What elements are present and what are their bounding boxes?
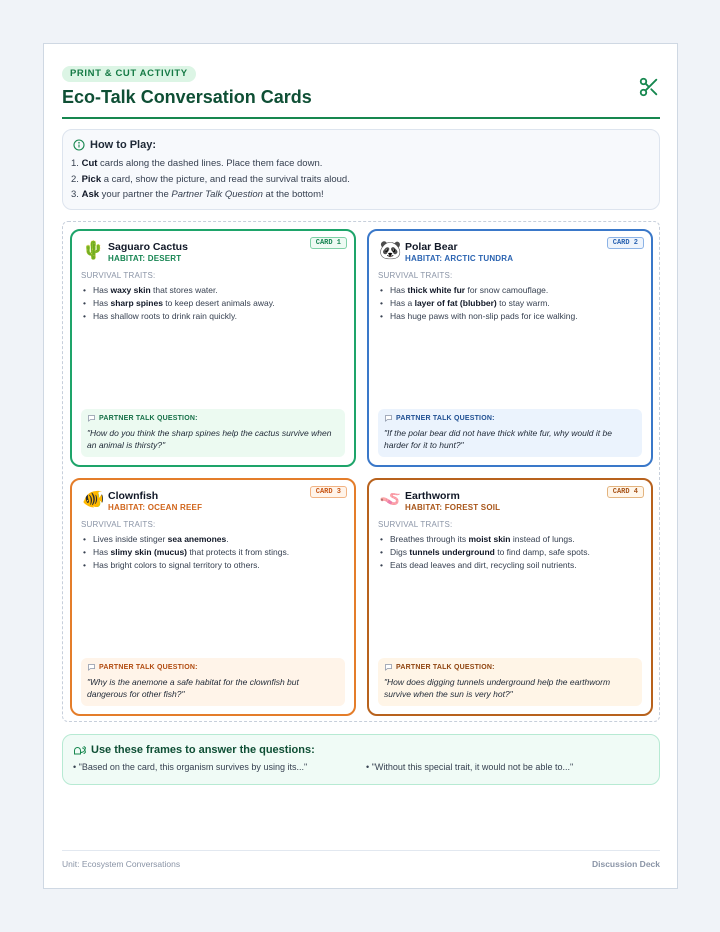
card-habitat: HABITAT: FOREST SOIL [405, 503, 501, 512]
trait-item: • Lives inside stinger sea anemones. [81, 533, 346, 546]
question-text: "How does digging tunnels underground help the earthworm survive when the sun is very hot?" [384, 677, 611, 699]
trait-item: • Has waxy skin that stores water. [81, 284, 346, 297]
traits-label: SURVIVAL TRAITS: [378, 520, 453, 529]
traits-label: SURVIVAL TRAITS: [378, 271, 453, 280]
info-icon [73, 139, 85, 151]
trait-item: • Has thick white fur for snow camouflage. [378, 284, 643, 297]
traits-label: SURVIVAL TRAITS: [81, 520, 156, 529]
partner-question-box [81, 658, 345, 706]
step-item: 1. Cut cards along the dashed lines. Place them face down. [71, 158, 323, 169]
header [62, 66, 660, 119]
partner-question-box [378, 658, 642, 706]
cactus-icon: 🌵 [82, 240, 105, 260]
partner-question-box [81, 409, 345, 457]
steps-list [71, 156, 350, 203]
card-earthworm [367, 478, 653, 716]
speech-bubble-icon [87, 663, 96, 672]
card-badge: CARD 1 [310, 237, 347, 249]
card-badge: CARD 2 [607, 237, 644, 249]
activity-pill: PRINT & CUT ACTIVITY [62, 66, 196, 82]
frame-item: • "Based on the card, this organism survives by using its..." [73, 762, 308, 772]
partner-question-box [378, 409, 642, 457]
card-name: Saguaro Cactus [108, 241, 188, 253]
question-label: PARTNER TALK QUESTION: [384, 663, 495, 672]
question-text: "Why is the anemone a safe habitat for the clownfish but dangerous for other fish?" [87, 677, 299, 699]
trait-item: • Has bright colors to signal territory to others. [81, 559, 346, 572]
trait-item: • Digs tunnels underground to find damp, safe spots. [378, 546, 643, 559]
sentence-frames-box [62, 734, 660, 785]
trait-item: • Breathes through its moist skin instead of lungs. [378, 533, 643, 546]
footer [62, 850, 660, 869]
card-badge: CARD 4 [607, 486, 644, 498]
bear-icon: 🐼 [379, 240, 402, 260]
footer-unit: Unit: Ecosystem Conversations [62, 859, 181, 869]
question-label: PARTNER TALK QUESTION: [87, 414, 198, 423]
question-label: PARTNER TALK QUESTION: [384, 414, 495, 423]
trait-item: • Eats dead leaves and dirt, recycling soil nutrients. [378, 559, 643, 572]
traits-list [378, 284, 643, 323]
traits-label: SURVIVAL TRAITS: [81, 271, 156, 280]
speech-bubble-icon [87, 414, 96, 423]
card-badge: CARD 3 [310, 486, 347, 498]
card-name: Clownfish [108, 490, 159, 502]
speaking-head-icon [73, 744, 86, 756]
step-item: 2. Pick a card, show the picture, and read the survival traits aloud. [71, 173, 350, 185]
trait-item: • Has slimy skin (mucus) that protects it from stings. [81, 546, 346, 559]
speech-bubble-icon [384, 663, 393, 672]
question-label: PARTNER TALK QUESTION: [87, 663, 198, 672]
trait-item: • Has shallow roots to drink rain quickly. [81, 310, 346, 323]
footer-deck: Discussion Deck [591, 859, 660, 869]
how-to-play-title: How to Play: [73, 139, 156, 151]
trait-item: • Has sharp spines to keep desert animals away. [81, 297, 346, 310]
card-name: Polar Bear [405, 241, 458, 253]
question-text: "How do you think the sharp spines help the cactus survive when an animal is thirsty?" [87, 428, 332, 450]
worm-icon: 🪱 [379, 489, 402, 509]
how-to-play-box [62, 129, 660, 210]
card-name: Earthworm [405, 490, 460, 502]
trait-item: • Has huge paws with non-slip pads for ice walking. [378, 310, 643, 323]
frame-item: • "Without this special trait, it would not be able to..." [366, 762, 574, 772]
traits-list [81, 533, 346, 572]
worksheet-page [43, 43, 678, 889]
sentence-frames-title: Use these frames to answer the questions: [73, 744, 315, 756]
question-text: "If the polar bear did not have thick white fur, why would it be harder for it to hunt?" [384, 428, 612, 450]
trait-item: • Has a layer of fat (blubber) to stay warm. [378, 297, 643, 310]
scissors-icon [638, 76, 660, 98]
card-clownfish [70, 478, 356, 716]
card-grid [62, 221, 660, 722]
page-title: Eco-Talk Conversation Cards [62, 87, 312, 107]
traits-list [81, 284, 346, 323]
step-item: 3. Ask your partner the Partner Talk Question at the bottom! [71, 189, 324, 200]
card-saguaro-cactus [70, 229, 356, 467]
card-habitat: HABITAT: DESERT [108, 254, 182, 263]
traits-list [378, 533, 643, 572]
speech-bubble-icon [384, 414, 393, 423]
card-habitat: HABITAT: ARCTIC TUNDRA [405, 254, 514, 263]
card-habitat: HABITAT: OCEAN REEF [108, 503, 203, 512]
fish-icon: 🐠 [82, 489, 105, 509]
card-polar-bear [367, 229, 653, 467]
